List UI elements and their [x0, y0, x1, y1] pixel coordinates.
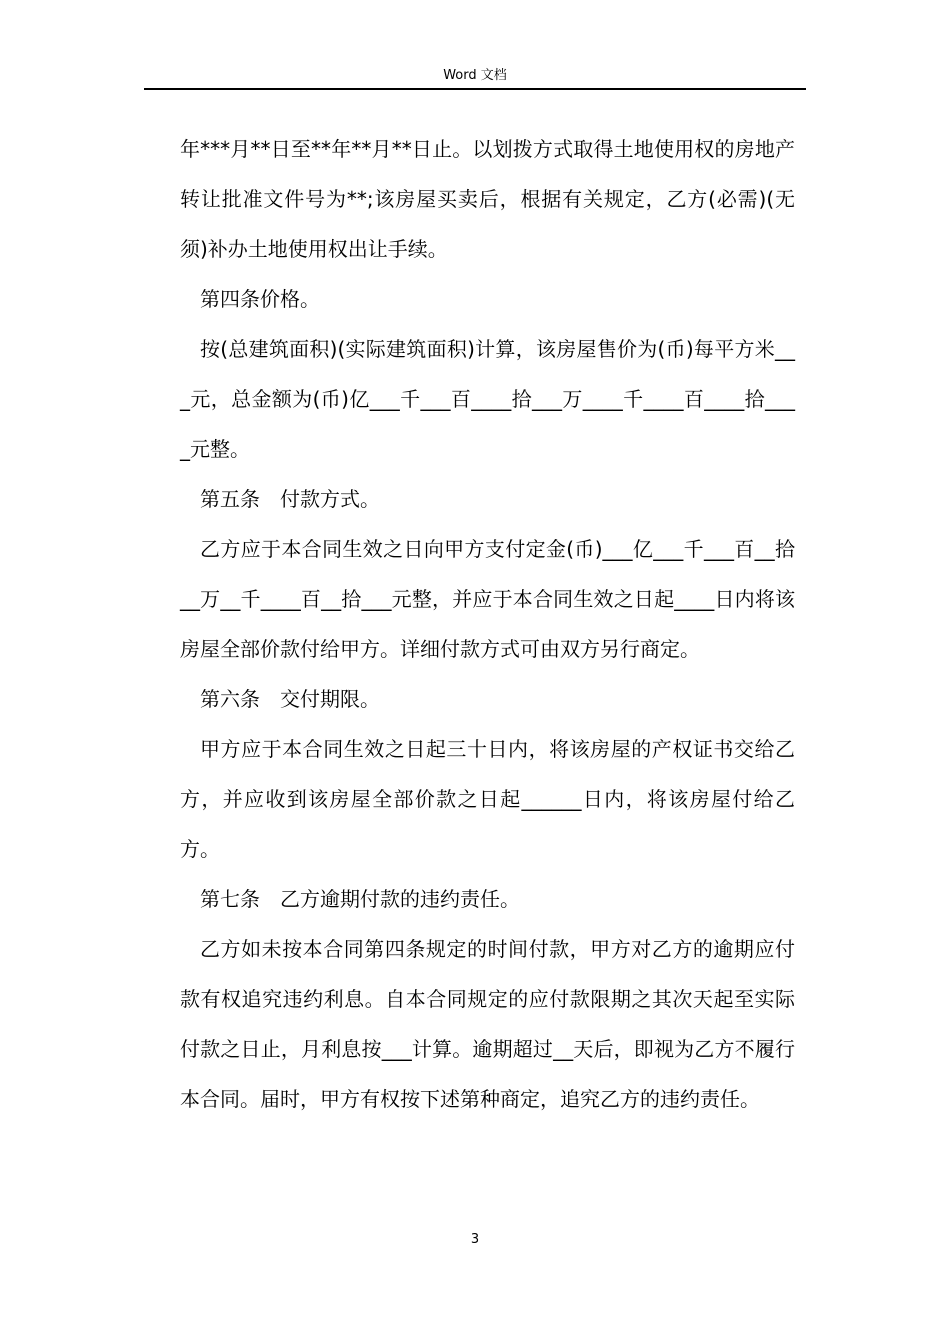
paragraph-payment: 乙方应于本合同生效之日向甲方支付定金(币)___亿___千___百__拾__万__千____百__拾___元整，并应于本合同生效之日起____日内将该房屋全部价款付给甲方。详细付款方式可由双方另行商定。: [180, 537, 795, 661]
page-number: 3: [470, 1232, 480, 1247]
document-header-title: Word 文档: [443, 68, 507, 83]
paragraph-land-use-rights: 年***月**日至**年**月**日止。以划拨方式取得土地使用权的房地产转让批准文件号为**;该房屋买卖后，根据有关规定，乙方(必需)(无须)补办土地使用权出让手续。: [180, 137, 795, 261]
article-7-heading: 第七条 乙方逾期付款的违约责任。: [200, 887, 520, 911]
paragraph-late-payment: 乙方如未按本合同第四条规定的时间付款，甲方对乙方的逾期应付款有权追究违约利息。自本合同规定的应付款限期之其次天起至实际付款之日止，月利息按___计算。逾期超过__天后，即视为乙方不履行本合同。届时，甲方有权按下述第种商定，追究乙方的违约责任。: [180, 937, 795, 1111]
article-6-heading: 第六条 交付期限。: [200, 687, 380, 711]
document-body: [180, 124, 795, 1124]
header-divider: [144, 88, 806, 90]
article-4-heading: 第四条价格。: [200, 287, 320, 311]
paragraph-price: 按(总建筑面积)(实际建筑面积)计算，该房屋售价为(币)每平方米___元，总金额为(币)亿___千___百____拾___万____千____百____拾____元整。: [180, 337, 795, 461]
article-5-heading: 第五条 付款方式。: [200, 487, 380, 511]
paragraph-delivery: 甲方应于本合同生效之日起三十日内，将该房屋的产权证书交给乙方，并应收到该房屋全部价款之日起______日内，将该房屋付给乙方。: [180, 737, 795, 861]
